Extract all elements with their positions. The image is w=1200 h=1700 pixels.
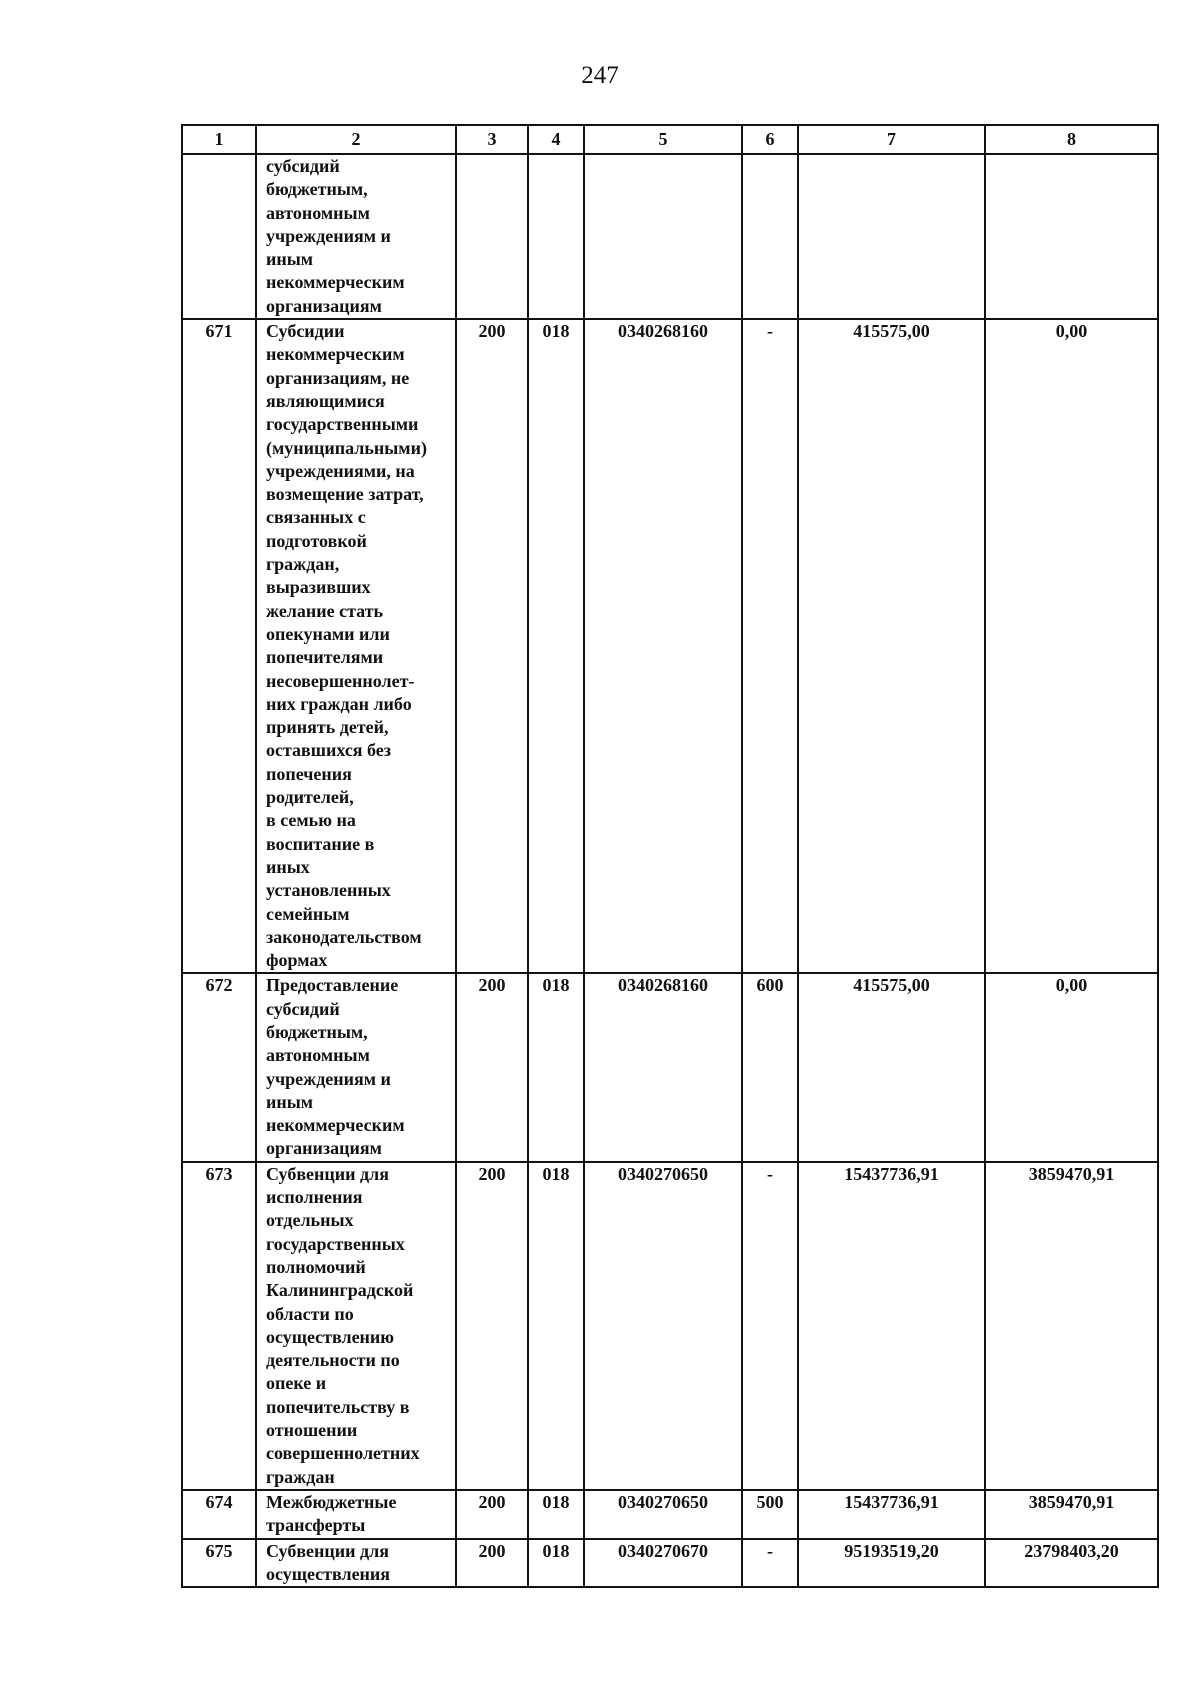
- row-col4-cell: 018: [528, 1490, 584, 1539]
- row-name-line: попечителями: [266, 647, 384, 668]
- row-col3-cell: 200: [456, 1539, 528, 1588]
- row-name-line: некоммерческим: [266, 272, 405, 293]
- row-name-line: Субсидии: [266, 321, 345, 342]
- row-name-line: родителей,: [266, 787, 354, 808]
- row-name-cell: [256, 973, 456, 1161]
- row-name-line: опеке и: [266, 1373, 327, 1394]
- row-name-cell: [256, 1162, 456, 1490]
- row-name-line: желание стать: [266, 600, 384, 621]
- row-col6-cell: -: [742, 1162, 798, 1490]
- row-name-line: несовершеннолет-: [266, 670, 415, 691]
- row-name-line: бюджетным,: [266, 179, 368, 200]
- row-col5-cell: 0340270670: [584, 1539, 742, 1588]
- row-name-line: организациям: [266, 295, 382, 316]
- row-name-line: Предоставление: [266, 975, 399, 996]
- row-name-cell: [256, 154, 456, 319]
- row-name-line: воспитание в: [266, 833, 375, 854]
- row-name-line: установленных: [266, 880, 391, 901]
- row-col8-cell: 0,00: [985, 973, 1158, 1161]
- row-name-line: иным: [266, 249, 314, 270]
- row-col8-cell: [985, 154, 1158, 319]
- row-name-line: иным: [266, 1091, 314, 1112]
- row-col5-cell: 0340268160: [584, 319, 742, 973]
- table-row: [182, 1162, 1158, 1490]
- row-col7-cell: 15437736,91: [798, 1162, 985, 1490]
- row-name-line: оставшихся без: [266, 740, 392, 761]
- row-name-line: осуществлению: [266, 1326, 395, 1347]
- row-name-line: трансферты: [266, 1515, 366, 1536]
- row-name-line: Субвенции для: [266, 1540, 389, 1561]
- row-col5-cell: 0340268160: [584, 973, 742, 1161]
- header-col-1: 1: [182, 125, 256, 154]
- header-row: [182, 125, 1158, 154]
- row-name-line: государственными: [266, 414, 419, 435]
- row-col4-cell: 018: [528, 1539, 584, 1588]
- header-col-8: 8: [985, 125, 1158, 154]
- row-col3-cell: 200: [456, 319, 528, 973]
- row-col6-cell: 600: [742, 973, 798, 1161]
- row-col4-cell: 018: [528, 319, 584, 973]
- table-row: [182, 1490, 1158, 1539]
- row-name-line: граждан: [266, 1466, 335, 1487]
- row-col7-cell: 95193519,20: [798, 1539, 985, 1588]
- row-name-line: в семью на: [266, 810, 356, 831]
- row-name-line: автономным: [266, 1045, 370, 1066]
- row-col4-cell: 018: [528, 1162, 584, 1490]
- row-name-line: деятельности по: [266, 1350, 400, 1371]
- row-name-line: подготовкой: [266, 530, 367, 551]
- row-name-line: Межбюджетные: [266, 1491, 397, 1512]
- row-name-cell: [256, 319, 456, 973]
- row-name-line: законодательством: [266, 926, 422, 947]
- row-name-line: являющимися: [266, 390, 385, 411]
- row-col6-cell: -: [742, 319, 798, 973]
- header-col-2: 2: [256, 125, 456, 154]
- budget-table: [181, 124, 1159, 1588]
- row-col8-cell: 3859470,91: [985, 1490, 1158, 1539]
- row-name-line: субсидий: [266, 156, 340, 176]
- row-name-line: полномочий: [266, 1256, 366, 1277]
- row-name-line: области по: [266, 1303, 354, 1324]
- row-name-line: учреждениями, на: [266, 460, 415, 481]
- table-row: [182, 319, 1158, 973]
- header-col-3: 3: [456, 125, 528, 154]
- row-col4-cell: 018: [528, 973, 584, 1161]
- row-name-line: них граждан либо: [266, 693, 412, 714]
- row-name-line: формах: [266, 950, 328, 971]
- row-col7-cell: 415575,00: [798, 319, 985, 973]
- row-name-line: возмещение затрат,: [266, 484, 424, 505]
- row-col6-cell: -: [742, 1539, 798, 1588]
- row-name-line: учреждениям и: [266, 225, 391, 246]
- row-col4-cell: [528, 154, 584, 319]
- table-row: [182, 154, 1158, 319]
- row-name-line: исполнения: [266, 1187, 363, 1208]
- row-name-line: автономным: [266, 202, 370, 223]
- row-name-line: принять детей,: [266, 717, 389, 738]
- row-name-cell: [256, 1490, 456, 1539]
- row-name-line: организациям: [266, 1138, 382, 1159]
- row-name-line: выразивших: [266, 577, 371, 598]
- row-number-cell: 673: [182, 1162, 256, 1490]
- row-name-line: граждан,: [266, 554, 340, 575]
- row-name-line: некоммерческим: [266, 1115, 405, 1136]
- row-name-line: бюджетным,: [266, 1021, 368, 1042]
- row-name-line: отдельных: [266, 1210, 354, 1231]
- row-col7-cell: [798, 154, 985, 319]
- row-col3-cell: [456, 154, 528, 319]
- header-col-4: 4: [528, 125, 584, 154]
- row-number-cell: 674: [182, 1490, 256, 1539]
- row-number-cell: [182, 154, 256, 319]
- row-col6-cell: 500: [742, 1490, 798, 1539]
- row-col8-cell: 3859470,91: [985, 1162, 1158, 1490]
- table-row: [182, 973, 1158, 1161]
- header-col-6: 6: [742, 125, 798, 154]
- row-name-line: учреждениям и: [266, 1068, 391, 1089]
- row-col3-cell: 200: [456, 973, 528, 1161]
- row-name-line: попечения: [266, 763, 352, 784]
- row-name-line: совершеннолетних: [266, 1443, 420, 1464]
- row-name-line: Субвенции для: [266, 1163, 389, 1184]
- row-number-cell: 675: [182, 1539, 256, 1588]
- row-col5-cell: 0340270650: [584, 1162, 742, 1490]
- row-number-cell: 671: [182, 319, 256, 973]
- row-col8-cell: 0,00: [985, 319, 1158, 973]
- row-name-line: некоммерческим: [266, 344, 405, 365]
- row-col3-cell: 200: [456, 1162, 528, 1490]
- row-number-cell: 672: [182, 973, 256, 1161]
- row-col5-cell: 0340270650: [584, 1490, 742, 1539]
- page-number: 247: [581, 62, 619, 89]
- row-name-line: попечительству в: [266, 1396, 410, 1417]
- row-name-line: осуществления: [266, 1563, 391, 1584]
- row-col3-cell: 200: [456, 1490, 528, 1539]
- header-col-5: 5: [584, 125, 742, 154]
- row-col8-cell: 23798403,20: [985, 1539, 1158, 1588]
- row-col5-cell: [584, 154, 742, 319]
- table-body: [182, 154, 1158, 1587]
- table-row: [182, 1539, 1158, 1588]
- row-name-line: (муниципальными): [266, 437, 427, 458]
- row-name-line: организациям, не: [266, 367, 410, 388]
- row-name-line: опекунами или: [266, 623, 390, 644]
- row-name-line: иных: [266, 856, 310, 877]
- row-name-line: Калининградской: [266, 1280, 414, 1301]
- row-name-cell: [256, 1539, 456, 1588]
- row-col6-cell: [742, 154, 798, 319]
- row-name-line: субсидий: [266, 998, 340, 1019]
- row-name-line: связанных с: [266, 507, 366, 528]
- header-col-7: 7: [798, 125, 985, 154]
- row-col7-cell: 415575,00: [798, 973, 985, 1161]
- row-name-line: отношении: [266, 1420, 358, 1441]
- row-name-line: государственных: [266, 1233, 405, 1254]
- row-name-line: семейным: [266, 903, 350, 924]
- row-col7-cell: 15437736,91: [798, 1490, 985, 1539]
